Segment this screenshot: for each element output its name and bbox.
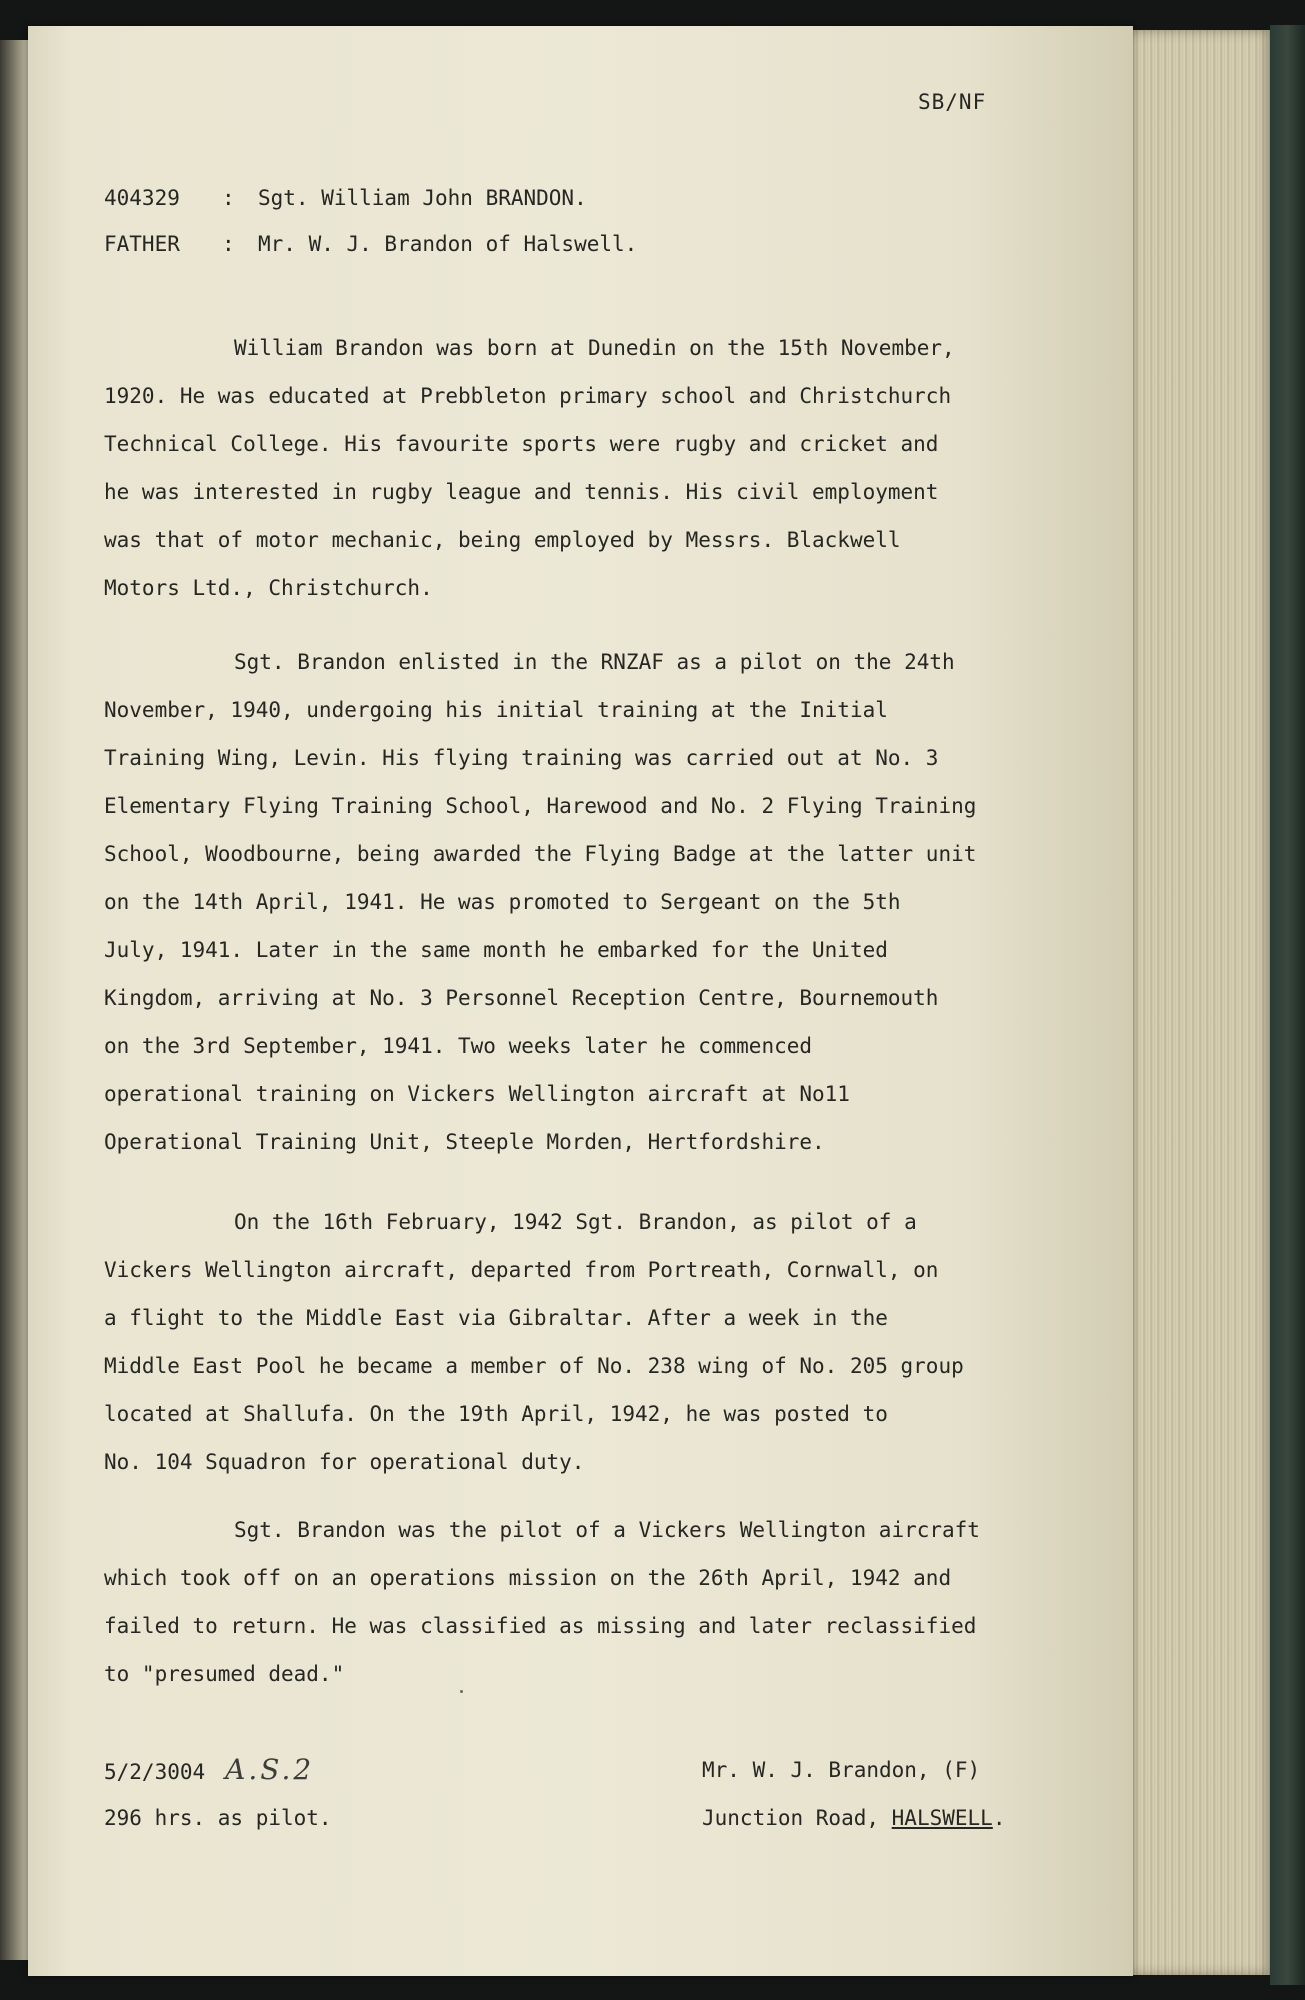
paragraph-line: No. 104 Squadron for operational duty. [104,1450,585,1474]
footer-address-block [702,1746,1005,1842]
paragraph-line: William Brandon was born at Dunedin on the 15th November, [234,336,955,360]
paragraph-line: Middle East Pool he became a member of No. 238 wing of No. 205 group [104,1354,964,1378]
header-name-row [104,186,587,210]
paragraph-line: was that of motor mechanic, being employed by Messrs. Blackwell [104,528,901,552]
paragraph-line: on the 3rd September, 1941. Two weeks later he commenced [104,1034,813,1058]
paragraph-line: to "presumed dead." [104,1662,345,1686]
airman-name: Sgt. William John BRANDON. [258,186,587,210]
paragraph-line: Elementary Flying Training School, Harewood and No. 2 Flying Training [104,794,977,818]
father-name: Mr. W. J. Brandon of Halswell. [258,232,638,256]
addressee-address [702,1794,1005,1842]
header-father-row [104,232,637,256]
address-suffix: . [992,1806,1006,1830]
ink-mark [460,1690,463,1693]
paragraph-line: he was interested in rugby league and tennis. His civil employment [104,480,939,504]
handwritten-note: A.S.2 [225,1753,315,1786]
paragraph-line: School, Woodbourne, being awarded the Flying Badge at the latter unit [104,842,977,866]
header-separator: : [222,186,235,210]
paragraph-middle-east [104,1198,1124,1486]
page-stack-edge [1125,30,1275,1975]
address-town: HALSWELL [891,1806,993,1830]
paragraph-line: on the 14th April, 1941. He was promoted to Sergeant on the 5th [104,890,901,914]
paragraph-line: Operational Training Unit, Steeple Morden, Hertfordshire. [104,1130,825,1154]
header-separator: : [222,232,235,256]
page-content [28,26,1133,1976]
paragraph-line: failed to return. He was classified as missing and later reclassified [104,1614,977,1638]
paragraph-line: On the 16th February, 1942 Sgt. Brandon, as pilot of a [234,1210,917,1234]
paragraph-line: Vickers Wellington aircraft, departed from Portreath, Cornwall, on [104,1258,939,1282]
address-street: Junction Road, [702,1806,892,1830]
paragraph-line: Sgt. Brandon enlisted in the RNZAF as a pilot on the 24th [234,650,955,674]
reference-code: SB/NF [918,90,987,114]
paragraph-line: Sgt. Brandon was the pilot of a Vickers Wellington aircraft [234,1518,980,1542]
paragraph-line: Motors Ltd., Christchurch. [104,576,433,600]
paragraph-early-life [104,324,1124,612]
document-page [28,26,1133,1976]
paragraph-line: November, 1940, undergoing his initial training at the Initial [104,698,888,722]
paragraph-line: operational training on Vickers Wellington aircraft at No11 [104,1082,850,1106]
paragraph-line: July, 1941. Later in the same month he embarked for the United [104,938,888,962]
file-reference-row [104,1746,332,1794]
flying-hours: 296 hrs. as pilot. [104,1806,332,1830]
paragraph-line: 1920. He was educated at Prebbleton primary school and Christchurch [104,384,952,408]
paragraph-final-mission [104,1506,1124,1698]
paragraph-line: Training Wing, Levin. His flying training was carried out at No. 3 [104,746,939,770]
paragraph-line: Kingdom, arriving at No. 3 Personnel Reception Centre, Bournemouth [104,986,939,1010]
service-number: 404329 [104,186,180,210]
paragraph-line: a flight to the Middle East via Gibraltar. After a week in the [104,1306,888,1330]
addressee-name: Mr. W. J. Brandon, (F) [702,1758,981,1782]
paragraph-training [104,638,1124,1166]
book-cover-edge [1270,25,1305,1985]
paragraph-line: which took off on an operations mission on the 26th April, 1942 and [104,1566,952,1590]
paragraph-line: Technical College. His favourite sports were rugby and cricket and [104,432,939,456]
father-label: FATHER [104,232,180,256]
left-page-edge [0,40,30,1960]
file-reference: 5/2/3004 [104,1760,206,1784]
paragraph-line: located at Shallufa. On the 19th April, 1942, he was posted to [104,1402,888,1426]
footer-file-block [104,1746,332,1842]
